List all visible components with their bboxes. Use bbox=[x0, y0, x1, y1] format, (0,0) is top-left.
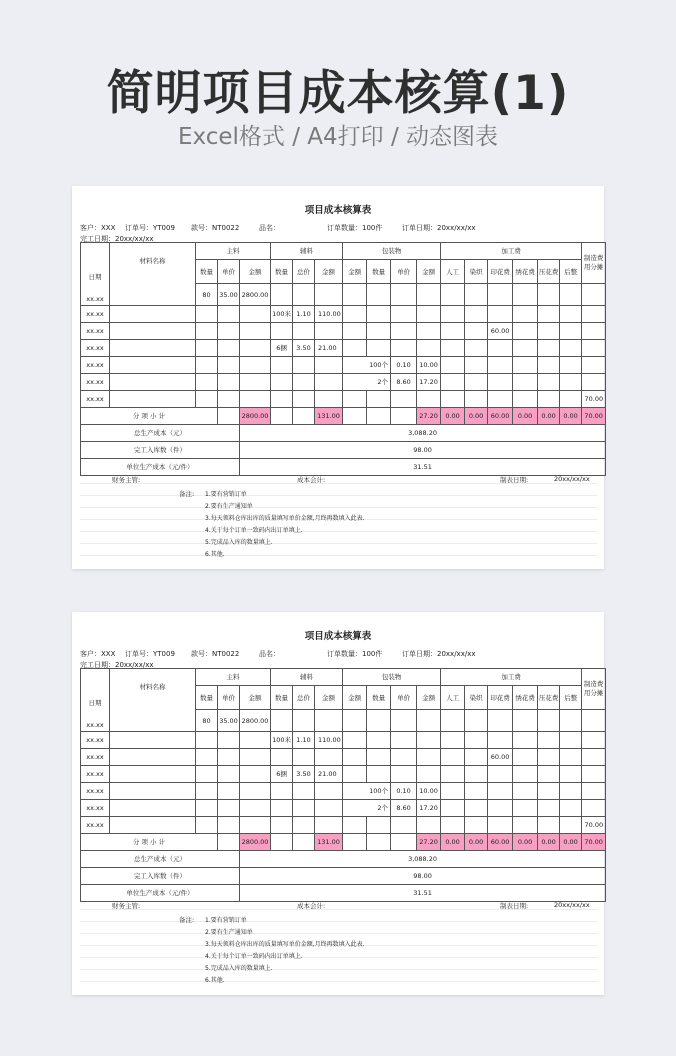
info-order-date: 订单日期：20xx/xx/xx bbox=[402, 650, 476, 658]
cell-h-labor: 人工 bbox=[441, 260, 465, 284]
info-finish-date: 完工日期：20xx/xx/xx bbox=[80, 235, 154, 243]
cell-pack-header: 包装物 bbox=[343, 669, 441, 686]
cell-row-date: xx.xx bbox=[81, 749, 110, 766]
cell-subtotal-label: 分 项 小 计 bbox=[81, 834, 218, 851]
cell-aux-header: 辅料 bbox=[271, 243, 343, 260]
cell-h-aux-amt: 金额 bbox=[315, 686, 343, 710]
cell-subtotal-label: 分 项 小 计 bbox=[81, 408, 218, 425]
sheet-title: 项目成本核算表 bbox=[304, 631, 372, 642]
cell-subtotal-print: 60.00 bbox=[488, 408, 513, 425]
info-customer: 客户：XXX bbox=[80, 224, 116, 232]
info-product: 品名： bbox=[259, 650, 280, 658]
cell-row-date: xx.xx bbox=[81, 374, 110, 391]
cell-aux-qty: 6捆 bbox=[271, 340, 293, 357]
cell-pack-amt: 17.20 bbox=[417, 800, 441, 817]
cell-aux-total: 3.50 bbox=[293, 340, 315, 357]
cell-proc-header: 加工费 bbox=[441, 243, 582, 260]
sheet-footer bbox=[80, 898, 597, 990]
cell-h-main-amt: 金额 bbox=[240, 686, 271, 710]
cell-main-price: 35.00 bbox=[218, 710, 240, 732]
cell-aux-header: 辅料 bbox=[271, 669, 343, 686]
cell-h-print: 印花费 bbox=[488, 260, 513, 284]
page-subtitle: Excel格式 / A4打印 / 动态图表 bbox=[177, 124, 499, 150]
cell-h-emb: 绣花费 bbox=[513, 686, 538, 710]
cell-aux-total: 3.50 bbox=[293, 766, 315, 783]
cell-h-pack-amt1: 金额 bbox=[343, 260, 367, 284]
note-line: 2.要有生产通知单 bbox=[205, 503, 253, 510]
cell-subtotal-dye: 0.00 bbox=[465, 834, 488, 851]
cell-row-date: xx.xx bbox=[81, 306, 110, 323]
cell-finished-qty-label: 完工入库数（件） bbox=[81, 868, 240, 885]
cell-main-header: 主料 bbox=[196, 669, 271, 686]
cell-finished-qty-value: 98.00 bbox=[240, 442, 606, 459]
cost-table bbox=[80, 668, 606, 902]
cell-row-date: xx.xx bbox=[81, 766, 110, 783]
cell-main-qty: 80 bbox=[196, 284, 218, 306]
note-line: 6.其他. bbox=[205, 977, 225, 984]
cell-pack-qty: 100个 bbox=[343, 357, 391, 374]
cell-h-aux-qty: 数量 bbox=[271, 686, 293, 710]
cell-total-cost-label: 总生产成本（元） bbox=[81, 425, 240, 442]
cell-h-pack-price: 单价 bbox=[391, 260, 417, 284]
note-line: 4.关于每个订单一致码内出订单填上. bbox=[205, 527, 303, 534]
cell-subtotal-press: 0.00 bbox=[538, 408, 560, 425]
cell-aux-qty: 6捆 bbox=[271, 766, 293, 783]
date-label: 制表日期: bbox=[500, 902, 529, 910]
accountant-label: 成本会计: bbox=[297, 902, 326, 910]
info-order-qty: 订单数量：100件 bbox=[327, 224, 383, 232]
date-label: 制表日期: bbox=[500, 476, 529, 484]
cell-print: 60.00 bbox=[488, 749, 513, 766]
cell-h-pack-amt: 金额 bbox=[417, 260, 441, 284]
note-line: 4.关于每个订单一致码内出订单填上. bbox=[205, 953, 303, 960]
cell-aux-qty: 100米 bbox=[271, 732, 293, 749]
cell-h-labor: 人工 bbox=[441, 686, 465, 710]
cell-h-finish: 后整 bbox=[560, 260, 582, 284]
cell-subtotal-emb: 0.00 bbox=[513, 408, 538, 425]
cell-row-date: xx.xx bbox=[81, 800, 110, 817]
cell-unit-cost-label: 单位生产成本（元/件） bbox=[81, 459, 240, 476]
cell-aux-amt: 21.00 bbox=[315, 766, 343, 783]
cell-pack-qty: 2个 bbox=[343, 800, 391, 817]
cell-main-qty: 80 bbox=[196, 710, 218, 732]
cost-table bbox=[80, 242, 606, 476]
cost-sheet-copy bbox=[72, 612, 604, 995]
cell-h-main-price: 单价 bbox=[218, 260, 240, 284]
cell-h-main-amt: 金额 bbox=[240, 260, 271, 284]
cell-h-emb: 绣花费 bbox=[513, 260, 538, 284]
cell-total-cost-value: 3,088.20 bbox=[240, 851, 606, 868]
info-finish-date: 完工日期：20xx/xx/xx bbox=[80, 661, 154, 669]
sheet-footer bbox=[80, 472, 597, 564]
cell-pack-price: 0.10 bbox=[391, 357, 417, 374]
cell-aux-total: 1.10 bbox=[293, 306, 315, 323]
cell-date-header: 日期 xx.xx bbox=[81, 669, 110, 732]
cell-subtotal-main: 2800.00 bbox=[240, 408, 271, 425]
cell-main-amt: 2800.00 bbox=[240, 284, 271, 306]
cell-material-header: 材料名称 bbox=[110, 243, 196, 306]
cell-subtotal-mfg: 70.00 bbox=[582, 408, 606, 425]
note-line: 5.完成品入库的数量填上. bbox=[205, 539, 273, 546]
info-order-qty: 订单数量：100件 bbox=[327, 650, 383, 658]
cell-h-print: 印花费 bbox=[488, 686, 513, 710]
cell-h-press: 压花费 bbox=[538, 686, 560, 710]
date-value: 20xx/xx/xx bbox=[554, 475, 590, 483]
cell-h-pack-amt1: 金额 bbox=[343, 686, 367, 710]
cell-subtotal-mfg: 70.00 bbox=[582, 834, 606, 851]
cell-row-date: xx.xx bbox=[81, 732, 110, 749]
cell-h-pack-qty: 数量 bbox=[367, 260, 391, 284]
cell-h-dye: 染织 bbox=[465, 686, 488, 710]
cell-row-date: xx.xx bbox=[81, 391, 110, 408]
cell-pack-qty: 2个 bbox=[343, 374, 391, 391]
notes-label: 备注: bbox=[179, 916, 195, 924]
cell-row-date: xx.xx bbox=[81, 357, 110, 374]
cell-row-date: xx.xx bbox=[81, 340, 110, 357]
cell-subtotal-labor: 0.00 bbox=[441, 408, 465, 425]
cell-pack-price: 8.60 bbox=[391, 800, 417, 817]
cell-pack-amt: 10.00 bbox=[417, 357, 441, 374]
sheet-title: 项目成本核算表 bbox=[304, 205, 372, 216]
cell-h-main-qty: 数量 bbox=[196, 686, 218, 710]
cell-h-main-qty: 数量 bbox=[196, 260, 218, 284]
note-line: 1.要有营销订单 bbox=[205, 917, 247, 924]
cost-sheet bbox=[72, 186, 604, 569]
cell-row-date: xx.xx bbox=[81, 817, 110, 834]
cell-pack-header: 包装物 bbox=[343, 243, 441, 260]
cell-unit-cost-label: 单位生产成本（元/件） bbox=[81, 885, 240, 902]
cell-subtotal-pack: 27.20 bbox=[417, 834, 441, 851]
cell-total-cost-label: 总生产成本（元） bbox=[81, 851, 240, 868]
cell-h-finish: 后整 bbox=[560, 686, 582, 710]
cell-mfg: 70.00 bbox=[582, 817, 606, 834]
cell-main-amt: 2800.00 bbox=[240, 710, 271, 732]
cell-subtotal-main: 2800.00 bbox=[240, 834, 271, 851]
cell-main-header: 主料 bbox=[196, 243, 271, 260]
cell-pack-price: 0.10 bbox=[391, 783, 417, 800]
cell-date-header: 日期 xx.xx bbox=[81, 243, 110, 306]
accountant-label: 成本会计: bbox=[297, 476, 326, 484]
cell-h-aux-total: 总价 bbox=[293, 686, 315, 710]
cell-h-aux-amt: 金额 bbox=[315, 260, 343, 284]
cell-finished-qty-value: 98.00 bbox=[240, 868, 606, 885]
cell-aux-amt: 110.00 bbox=[315, 732, 343, 749]
cell-subtotal-pack: 27.20 bbox=[417, 408, 441, 425]
cell-h-aux-total: 总价 bbox=[293, 260, 315, 284]
note-line: 1.要有营销订单 bbox=[205, 491, 247, 498]
cell-aux-total: 1.10 bbox=[293, 732, 315, 749]
cell-h-main-price: 单价 bbox=[218, 686, 240, 710]
finance-label: 财务主管: bbox=[112, 476, 141, 484]
cell-row-date: xx.xx bbox=[81, 323, 110, 340]
cell-total-cost-value: 3,088.20 bbox=[240, 425, 606, 442]
cell-h-aux-qty: 数量 bbox=[271, 260, 293, 284]
info-order-no: 订单号：YT009 bbox=[125, 224, 175, 232]
cell-h-pack-amt: 金额 bbox=[417, 686, 441, 710]
cell-finished-qty-label: 完工入库数（件） bbox=[81, 442, 240, 459]
cell-main-price: 35.00 bbox=[218, 284, 240, 306]
cell-subtotal-dye: 0.00 bbox=[465, 408, 488, 425]
note-line: 6.其他. bbox=[205, 551, 225, 558]
cell-aux-amt: 21.00 bbox=[315, 340, 343, 357]
cell-mfg-header: 制造费用分摊 bbox=[582, 669, 606, 710]
note-line: 2.要有生产通知单 bbox=[205, 929, 253, 936]
cell-material-header: 材料名称 bbox=[110, 669, 196, 732]
cell-h-pack-price: 单价 bbox=[391, 686, 417, 710]
info-customer: 客户：XXX bbox=[80, 650, 116, 658]
note-line: 3.每天领料仓库出库的质量填写单价金额,月终再数填入此表. bbox=[205, 941, 365, 948]
cell-pack-price: 8.60 bbox=[391, 374, 417, 391]
cell-subtotal-aux: 131.00 bbox=[315, 834, 343, 851]
cell-mfg-header: 制造费用分摊 bbox=[582, 243, 606, 284]
cell-unit-cost-value: 31.51 bbox=[240, 885, 606, 902]
page-title: 简明项目成本核算(1) bbox=[106, 66, 570, 121]
cell-subtotal-aux: 131.00 bbox=[315, 408, 343, 425]
cell-unit-cost-value: 31.51 bbox=[240, 459, 606, 476]
info-product: 品名： bbox=[259, 224, 280, 232]
cell-h-dye: 染织 bbox=[465, 260, 488, 284]
notes-label: 备注: bbox=[179, 490, 195, 498]
cell-print: 60.00 bbox=[488, 323, 513, 340]
cell-subtotal-finish: 0.00 bbox=[560, 408, 582, 425]
cell-subtotal-emb: 0.00 bbox=[513, 834, 538, 851]
cell-h-press: 压花费 bbox=[538, 260, 560, 284]
cell-mfg: 70.00 bbox=[582, 391, 606, 408]
cell-proc-header: 加工费 bbox=[441, 669, 582, 686]
cell-aux-amt: 110.00 bbox=[315, 306, 343, 323]
note-line: 3.每天领料仓库出库的质量填写单价金额,月终再数填入此表. bbox=[205, 515, 365, 522]
cell-pack-qty: 100个 bbox=[343, 783, 391, 800]
cell-subtotal-print: 60.00 bbox=[488, 834, 513, 851]
finance-label: 财务主管: bbox=[112, 902, 141, 910]
cell-subtotal-press: 0.00 bbox=[538, 834, 560, 851]
note-line: 5.完成品入库的数量填上. bbox=[205, 965, 273, 972]
cell-h-pack-qty: 数量 bbox=[367, 686, 391, 710]
cell-subtotal-labor: 0.00 bbox=[441, 834, 465, 851]
cell-pack-amt: 10.00 bbox=[417, 783, 441, 800]
cell-subtotal-finish: 0.00 bbox=[560, 834, 582, 851]
info-style-no: 款号：NT0022 bbox=[191, 650, 240, 658]
cell-row-date: xx.xx bbox=[81, 783, 110, 800]
info-style-no: 款号：NT0022 bbox=[191, 224, 240, 232]
info-order-date: 订单日期：20xx/xx/xx bbox=[402, 224, 476, 232]
cell-pack-amt: 17.20 bbox=[417, 374, 441, 391]
date-value: 20xx/xx/xx bbox=[554, 901, 590, 909]
cell-aux-qty: 100米 bbox=[271, 306, 293, 323]
info-order-no: 订单号：YT009 bbox=[125, 650, 175, 658]
